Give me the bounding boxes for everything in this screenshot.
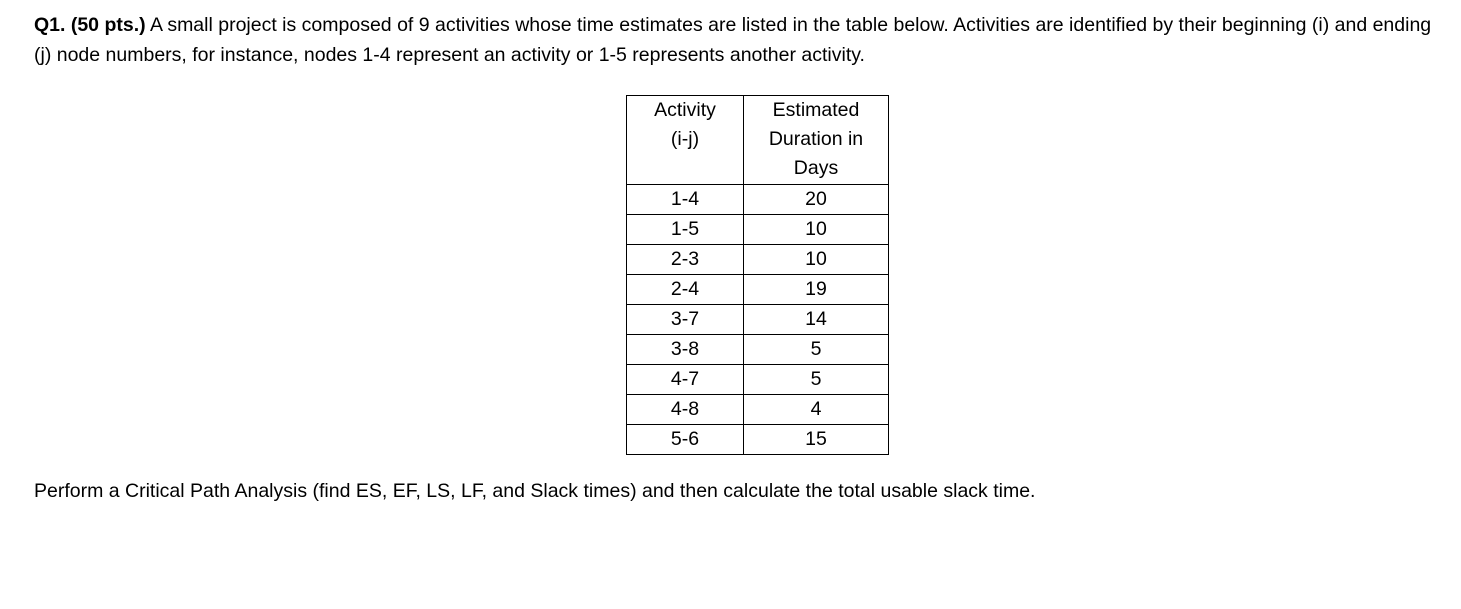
header-activity-line2: (i-j) <box>670 128 700 150</box>
activity-duration-table <box>626 95 889 455</box>
instruction-text: Perform a Critical Path Analysis (find ES, EF, LS, LF, and Slack times) and then calculate the total usable slack time. <box>34 480 1036 502</box>
table-header-row <box>627 96 889 185</box>
activity-table-container <box>626 95 889 455</box>
table-row <box>627 425 889 455</box>
activity-cell: 2-3 <box>627 245 744 275</box>
question-text <box>34 10 1434 70</box>
header-activity-line1: Activity <box>654 99 716 121</box>
activity-cell: 3-7 <box>627 305 744 335</box>
duration-cell: 14 <box>744 305 889 335</box>
header-duration-line1: Estimated <box>772 99 860 121</box>
activity-cell: 4-7 <box>627 365 744 395</box>
table-row <box>627 215 889 245</box>
table-row <box>627 275 889 305</box>
activity-cell: 1-5 <box>627 215 744 245</box>
header-duration-line2: Duration in <box>768 128 864 150</box>
duration-cell: 4 <box>744 395 889 425</box>
table-row <box>627 335 889 365</box>
duration-cell: 5 <box>744 335 889 365</box>
table-row <box>627 185 889 215</box>
activity-cell: 1-4 <box>627 185 744 215</box>
duration-cell: 10 <box>744 245 889 275</box>
duration-cell: 10 <box>744 215 889 245</box>
table-row <box>627 305 889 335</box>
duration-cell: 15 <box>744 425 889 455</box>
activity-cell: 4-8 <box>627 395 744 425</box>
duration-cell: 5 <box>744 365 889 395</box>
table-row <box>627 365 889 395</box>
activity-cell: 5-6 <box>627 425 744 455</box>
table-row <box>627 395 889 425</box>
header-duration-line3: Days <box>793 157 839 179</box>
question-label: Q1. (50 pts.) <box>34 14 146 36</box>
header-duration <box>744 96 889 185</box>
duration-cell: 20 <box>744 185 889 215</box>
duration-cell: 19 <box>744 275 889 305</box>
table-row <box>627 245 889 275</box>
activity-cell: 3-8 <box>627 335 744 365</box>
activity-cell: 2-4 <box>627 275 744 305</box>
header-activity <box>627 96 744 185</box>
question-body: A small project is composed of 9 activities whose time estimates are listed in the table below. Activities are identified by their beginning (i) and ending (j) node numbers, for instance, nodes 1-4 represent an activity or 1-5 represents another activity. <box>34 14 1432 66</box>
